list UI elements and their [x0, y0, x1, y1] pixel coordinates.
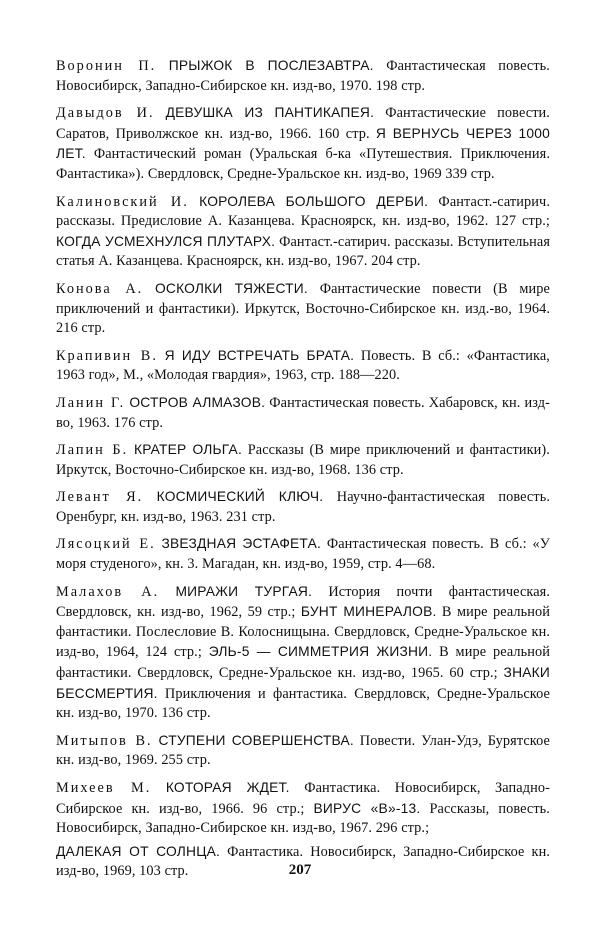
entry-title: БУНТ МИНЕРАЛОВ.	[300, 604, 437, 620]
entry-text	[158, 348, 165, 364]
bibliography-entry	[56, 582, 550, 724]
entry-title: КОСМИЧЕСКИЙ КЛЮЧ.	[156, 489, 324, 505]
entry-title: СТУПЕНИ СОВЕРШЕНСТВА.	[158, 732, 354, 748]
entry-text: Фантастическая повесть. Новосибирск, Западно-Сибирское кн. изд-во, 1970. 198 стр.	[56, 58, 550, 94]
entry-text: Фантастические повести (В мире приключений и фантастики). Иркутск, Восточно-Сибирское кн. изд.-во, 1964. 216 стр.	[56, 280, 550, 337]
entry-author: Ланин Г.	[56, 394, 126, 411]
entry-author: Левант Я.	[56, 489, 144, 506]
entry-text: Фантаст.-сатирич. рассказы. Предисловие А. Казанцева. Красноярск, кн. изд-во, 1962. 127 стр.;	[56, 193, 550, 230]
entry-author: Лясоцкий Е.	[56, 536, 156, 553]
entry-text	[155, 105, 166, 121]
entry-title: КОГДА УСМЕХНУЛСЯ ПЛУТАРХ.	[56, 233, 276, 249]
entry-text: Фантастическая повесть. В сб.: «У моря студеного», кн. 3. Магадан, кн. изд-во, 1959, стр. 4—68.	[56, 536, 550, 573]
entry-author: Давыдов И.	[56, 105, 155, 122]
entry-title: ОСКОЛКИ ТЯЖЕСТИ.	[154, 280, 308, 296]
entry-title: ДАЛЕКАЯ ОТ СОЛНЦА.	[56, 843, 221, 859]
bibliography-entry	[56, 778, 550, 839]
entry-author: Малахов А.	[56, 583, 160, 600]
entry-text: Повести. Улан-Удэ, Бурятское кн. изд-во, 1969. 255 стр.	[56, 732, 550, 769]
bibliography-list	[56, 56, 550, 889]
bibliography-entry	[56, 279, 550, 339]
entry-text: Фантастика. Новосибирск, Западно-Сибирское кн. изд-во, 1966. 96 стр.;	[56, 780, 550, 817]
entry-title: МИРАЖИ ТУРГАЯ.	[175, 583, 313, 599]
entry-text	[151, 780, 166, 796]
entry-text: Приключения и фантастика. Свердловск, Средне-Уральское кн. изд-во, 1970. 136 стр.	[56, 685, 550, 722]
entry-text: В мире реальной фантастики. Свердловск, Средне-Уральское кн. изд-во, 1965. 60 стр.;	[56, 644, 550, 682]
entry-title: КОТОРАЯ ЖДЕТ.	[165, 780, 290, 795]
page-number: 207	[288, 862, 312, 878]
entry-text	[156, 58, 169, 74]
entry-title: КРАТЕР ОЛЬГА.	[133, 442, 242, 458]
entry-text: Рассказы, повесть. Новосибирск, Западно-Сибирское кн. изд-во, 1967. 296 стр.;	[56, 800, 550, 837]
entry-title: ЭЛЬ-5 — СИММЕТРИЯ ЖИЗНИ.	[208, 644, 433, 660]
entry-author: Воронин П.	[56, 58, 157, 74]
entry-text: Фантастический роман (Уральская б-ка «Путешествия. Приключения. Фантастика»). Свердловск, Средне-Уральское кн. изд-во, 1969 339 стр.	[56, 146, 550, 182]
bibliography-entry	[56, 346, 550, 386]
bibliography-entry	[56, 56, 550, 96]
entry-author: Калиновский И.	[56, 193, 189, 210]
entry-title: Я ВЕРНУСЬ ЧЕРЕЗ 1000 ЛЕТ.	[56, 125, 551, 162]
bibliography-entry	[56, 534, 550, 574]
entry-author: Митыпов В.	[56, 732, 153, 749]
entry-text: Фантастика. Новосибирск, Западно-Сибирское кн. изд-во, 1969, 103 стр.	[56, 843, 550, 880]
entry-text: Фантаст.-сатирич. рассказы. Вступительная статья А. Казанцева. Красноярск, кн. изд-во, 1967. 204 стр.	[56, 233, 550, 270]
entry-text: История почти фантастическая. Свердловск, кн. изд-во, 1962, 59 стр.;	[56, 583, 551, 621]
entry-author: Михеев М.	[56, 780, 152, 796]
entry-text: Рассказы (В мире приключений и фантастики). Иркутск, Восточно-Сибирское кн. изд-во, 1968. 136 стр.	[56, 442, 550, 478]
entry-title: ДЕВУШКА ИЗ ПАНТИКАПЕЯ.	[165, 105, 375, 121]
entry-title: ВИРУС «В»-13.	[313, 800, 421, 816]
bibliography-entry	[56, 731, 550, 771]
entry-title: ЗВЕЗДНАЯ ЭСТАФЕТА.	[161, 536, 322, 552]
bibliography-entry	[56, 487, 550, 527]
entry-author: Крапивин В.	[56, 347, 158, 364]
entry-text: Научно-фантастическая повесть. Оренбург, кн. изд-во, 1963. 231 стр.	[56, 489, 550, 525]
entry-text	[143, 489, 156, 505]
entry-text	[189, 194, 199, 210]
entry-title: ЗНАКИ БЕССМЕРТИЯ.	[56, 665, 550, 701]
bibliography-entry	[56, 192, 550, 272]
entry-author: Конова А.	[56, 280, 144, 297]
entry-author: Лапин Б.	[56, 442, 129, 459]
entry-text	[159, 584, 175, 600]
entry-text: Фантастическая повесть. Хабаровск, кн. изд-во, 1963. 176 стр.	[56, 394, 550, 431]
bibliography-entry	[56, 440, 550, 480]
entry-title: КОРОЛЕВА БОЛЬШОГО ДЕРБИ.	[199, 193, 429, 209]
entry-title: Я ИДУ ВСТРЕЧАТЬ БРАТА.	[164, 347, 355, 363]
entry-text	[143, 281, 155, 297]
entry-text: Фантастические повести. Саратов, Приволжское кн. изд-во, 1966. 160 стр.	[56, 105, 550, 142]
entry-title: ПРЫЖОК В ПОСЛЕЗАВТРА.	[168, 58, 374, 73]
entry-title: ОСТРОВ АЛМАЗОВ.	[129, 394, 266, 410]
bibliography-entry	[56, 393, 550, 433]
entry-text: В мире реальной фантастики. Послесловие В. Колоснищына. Свердловск, Средне-Уральское кн. изд-во, 1964, 124 стр.;	[56, 604, 550, 661]
entry-text: Повесть. В сб.: «Фантастика, 1963 год», М., «Молодая гвардия», 1963, стр. 188—220.	[56, 347, 550, 384]
bibliography-entry	[56, 103, 550, 184]
